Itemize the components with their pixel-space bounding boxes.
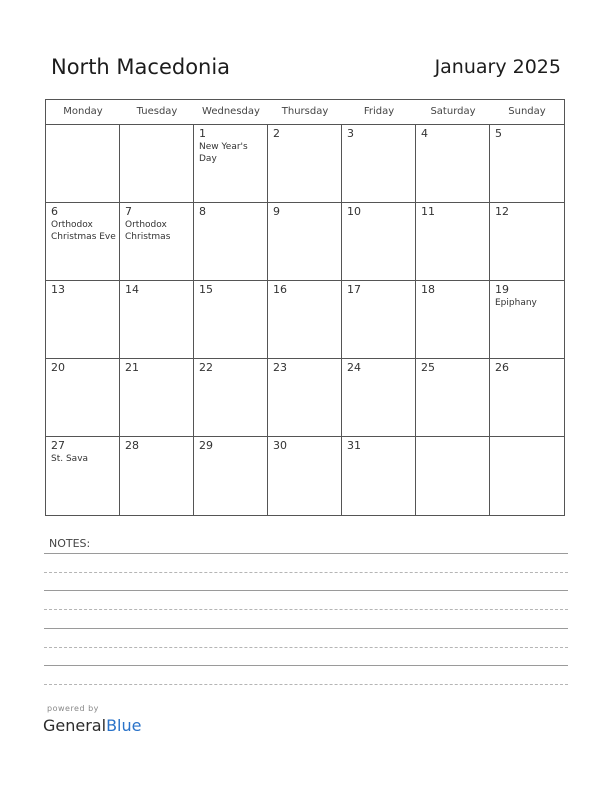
day-cell	[268, 437, 342, 515]
day-cell	[120, 359, 194, 437]
day-number: 19	[495, 283, 509, 296]
notes-line	[44, 609, 568, 610]
day-number: 10	[347, 205, 361, 218]
calendar-grid	[45, 99, 565, 516]
weekday-wednesday: Wednesday	[202, 106, 260, 117]
day-cell	[490, 203, 564, 281]
weekday-saturday: Saturday	[430, 106, 476, 117]
weekday-header-row	[46, 100, 564, 125]
day-cell	[120, 437, 194, 515]
day-number: 29	[199, 439, 213, 452]
day-cell	[194, 125, 268, 203]
holiday-label: Orthodox Christmas Eve	[51, 220, 116, 242]
holiday-label: St. Sava	[51, 454, 89, 464]
notes-label: NOTES:	[49, 537, 91, 550]
day-number: 24	[347, 361, 361, 374]
weekday-friday: Friday	[363, 106, 395, 117]
day-number: 15	[199, 283, 213, 296]
day-number: 18	[421, 283, 435, 296]
day-cell	[490, 125, 564, 203]
day-number: 5	[495, 127, 502, 140]
powered-by-text: powered by	[47, 704, 99, 713]
day-cell	[46, 125, 120, 203]
day-number: 26	[495, 361, 509, 374]
day-number: 7	[125, 205, 132, 218]
weekday-tuesday: Tuesday	[136, 106, 178, 117]
notes-line	[44, 572, 568, 573]
weekday-sunday: Sunday	[508, 106, 546, 117]
day-cell	[268, 281, 342, 359]
day-cell	[268, 125, 342, 203]
notes-line	[44, 684, 568, 685]
day-cell	[120, 281, 194, 359]
day-number: 25	[421, 361, 435, 374]
day-number: 31	[347, 439, 361, 452]
day-number: 23	[273, 361, 287, 374]
weekday-monday: Monday	[63, 106, 103, 117]
day-cell	[194, 203, 268, 281]
day-number: 30	[273, 439, 287, 452]
brand-general: General	[43, 716, 107, 735]
day-cell	[120, 125, 194, 203]
day-number: 8	[199, 205, 206, 218]
holiday-label: Orthodox Christmas	[125, 220, 171, 242]
day-cell	[342, 125, 416, 203]
day-cell	[120, 203, 194, 281]
day-number: 13	[51, 283, 65, 296]
day-cell	[342, 203, 416, 281]
day-cell	[416, 125, 490, 203]
day-cell	[194, 437, 268, 515]
calendar-days	[46, 125, 564, 515]
day-cell	[342, 437, 416, 515]
day-cell	[342, 281, 416, 359]
day-number: 4	[421, 127, 428, 140]
day-number: 14	[125, 283, 139, 296]
notes-line	[44, 665, 568, 666]
brand-blue: Blue	[106, 716, 142, 735]
day-cell	[342, 359, 416, 437]
day-cell	[416, 203, 490, 281]
notes-line	[44, 590, 568, 591]
day-number: 27	[51, 439, 65, 452]
day-number: 21	[125, 361, 139, 374]
day-cell	[416, 437, 490, 515]
day-cell	[46, 281, 120, 359]
calendar-country-title: North Macedonia	[51, 55, 231, 79]
day-number: 11	[421, 205, 435, 218]
day-number: 22	[199, 361, 213, 374]
generalblue-logo[interactable]	[43, 716, 141, 735]
day-cell	[194, 359, 268, 437]
day-number: 28	[125, 439, 139, 452]
notes-line	[44, 647, 568, 648]
day-cell	[268, 203, 342, 281]
day-cell	[490, 281, 564, 359]
day-number: 17	[347, 283, 361, 296]
day-cell	[416, 359, 490, 437]
holiday-label: New Year's Day	[199, 142, 248, 164]
day-cell	[46, 359, 120, 437]
day-number: 6	[51, 205, 58, 218]
day-number: 9	[273, 205, 280, 218]
day-number: 16	[273, 283, 287, 296]
day-cell	[490, 359, 564, 437]
day-cell	[194, 281, 268, 359]
calendar-month-title: January 2025	[434, 56, 561, 78]
day-number: 3	[347, 127, 354, 140]
notes-line	[44, 553, 568, 554]
day-cell	[46, 437, 120, 515]
weekday-thursday: Thursday	[281, 106, 329, 117]
day-number: 1	[199, 127, 206, 140]
holiday-label: Epiphany	[495, 298, 537, 308]
day-number: 2	[273, 127, 280, 140]
day-number: 20	[51, 361, 65, 374]
day-cell	[268, 359, 342, 437]
day-cell	[46, 203, 120, 281]
day-number: 12	[495, 205, 509, 218]
day-cell	[416, 281, 490, 359]
notes-line	[44, 628, 568, 629]
day-cell	[490, 437, 564, 515]
